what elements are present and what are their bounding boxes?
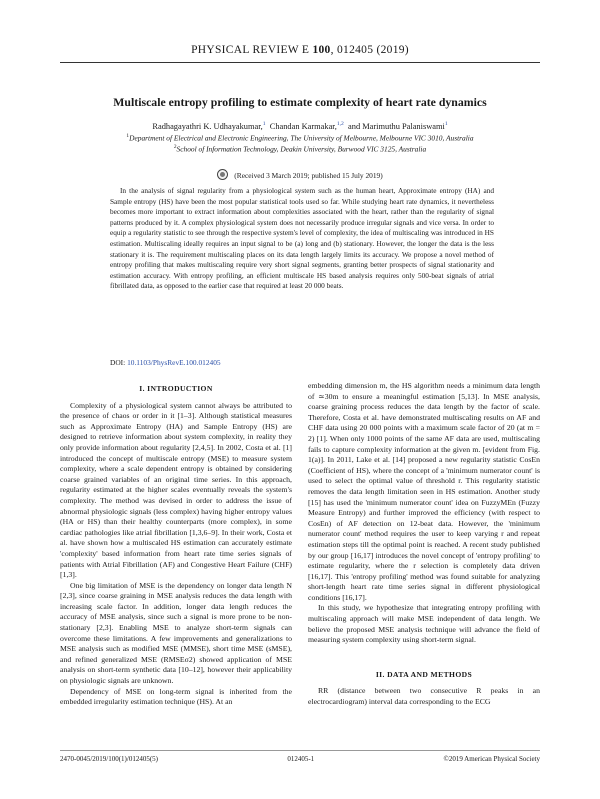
section-heading-methods: II. DATA AND METHODS bbox=[375, 669, 473, 679]
received-dates bbox=[60, 169, 540, 180]
footer-divider bbox=[60, 750, 540, 751]
doi-label: DOI: bbox=[110, 358, 126, 367]
article-number: 012405 bbox=[336, 44, 374, 56]
author-list bbox=[60, 121, 540, 131]
body-paragraph: RR (distance between two consecutive R peaks in an electrocardiogram) interval data corresponding to the ECG bbox=[308, 686, 540, 707]
abstract: In the analysis of signal regularity from a physiological system such as the human heart, Approximate entropy (HA) and Sample entropy (HS) have been the most popular statistical tools used so far. While studying heart rate dynamics, it nevertheless becomes more important to extract information about complexities associated with the heart, rather than the regularity of signal patterns produced by it. A complex physiological system does not necessarily produce irregular signals and vice versa. In order to equip a regularity statistic to see through the respective system's level of complexity, the idea of multiscaling was introduced in HS estimation. Multiscaling ideally requires an input signal to be (a) long and (b) stationary. However, the longer the data is the less stationary it is. The requirement multiscaling places on its data length largely limits its accuracy. We propose a novel method of entropy profiling that makes multiscaling require very short signal segments, granting better prospects of signal stationarity and estimation accuracy. With entropy profiling, an efficient multiscale HS based analysis requires only 500-beat signals of atrial fibrillated data, as opposed to the earlier case that required at least 20 000 beats. bbox=[110, 186, 494, 291]
page-footer bbox=[60, 755, 540, 763]
body-paragraph: embedding dimension m, the HS algorithm needs a minimum data length of ≃30m to ensure a meaningful estimation [5,13]. In MSE analysis, coarse graining process reduces the data length by the factor of scale. Therefore, Costa et al. have demonstrated multiscaling results on AF and CHF data using 20 000 points with a maximum scale factor of 20 (at m = 2) [1]. When only 1000 points of the same AF data are used, multiscaling fails to capture complexity information at the given m. [evident from Fig. 1(a)]. In 2011, Lake et al. [14] proposed a new regularity statistic CosEn (Coefficient of HS), where the concept of a 'minimum numerator count' is used to select the optimal value of threshold r. This regularity statistic removes the data length limitation seen in HS estimation. Another study [15] has used the 'minimum numerator count' idea on FuzzyMEn (Fuzzy Measure Entropy) and further improved the efficiency (with respect to CosEn) of AF detection on 12-beat data. However, the 'minimum numerator count' method requires the user to keep varying r and repeat estimation steps till the optimal point is reached. A recent study published by our group [16,17] introduces the novel concept of 'entropy profiling' to estimate regularity, where the r selection is completely data driven [16,17]. This 'entropy profiling' method was found suitable for analyzing short-length heart rate time series signal in different physiological conditions [16,17]. bbox=[308, 381, 540, 602]
author-affiliation-mark[interactable]: 1 bbox=[444, 121, 448, 127]
footer-copyright: ©2019 American Physical Society bbox=[443, 755, 540, 763]
doi-line bbox=[110, 358, 221, 367]
body-paragraph: One big limitation of MSE is the dependency on longer data length N [2,3], since coarse graining in MSE analysis reduces the data length with increasing scale factor. In addition, longer data length reduces the accuracy of MSE analysis, since such a signal is more prone to be non-stationary [2,3]. Enabling MSE to analyze short-term signals can overcome these limitations. A few improvements and generalizations to MSE analysis such as modified MSE (MMSE), short time MSE (sMSE), and refined generalized MSE (RMSEσ2) showed application of MSE analysis on short-term synthetic data [10–12], however their applicability on physiologic signals are unknown. bbox=[60, 580, 292, 686]
section-heading-introduction: I. INTRODUCTION bbox=[139, 384, 213, 393]
crossmark-icon[interactable] bbox=[217, 169, 228, 180]
doi-link[interactable]: 10.1103/PhysRevE.100.012405 bbox=[127, 358, 221, 367]
journal-year: (2019) bbox=[376, 44, 409, 56]
body-paragraph: Dependency of MSE on long-term signal is inherited from the embedded irregularity estimation technique (HS). At an bbox=[60, 686, 292, 707]
body-paragraph: Complexity of a physiological system cannot always be attributed to the presence of chaos or order in it [1–3]. Although statistical measures such as Approximate Entropy (HA) and Sample Entropy (HS) are designed to retrieve information about system complexity, in reality they only provide information about regularity [2,4,5]. In 2002, Costa et al. [1] introduced the concept of multiscale entropy (MSE) to measure system complexity, where a scale dependent entropy is obtained by considering coarse grained variables of an original time series. In this approach, regularity estimated at the higher scales eventually reveals the system's complexity. The method was devised in order to address the issue of abnormal physiologic signals (less complex) having higher entropy values (HA or HS) than their healthy counterparts (more complex), in some cardiac pathologies like atrial fibrillation [1,3,6–9]. In their work, Costa et al. have shown how a multiscaled HS estimation can accurately estimate 'complexity' based information from heart rate time series signals of patients with Atrial Fibrillation (AF) and Congestive Heart Failure (CHF) [1,3]. bbox=[60, 400, 292, 580]
author-name: Radhagayathri K. Udhayakumar, bbox=[152, 121, 263, 131]
affiliation-number: 1 bbox=[126, 133, 130, 139]
affiliation-number: 2 bbox=[173, 144, 177, 150]
right-column bbox=[308, 381, 540, 708]
body-paragraph: In this study, we hypothesize that integrating entropy profiling with multiscaling approach will make MSE independent of data length. We believe the proposed MSE analysis technique will advance the field of measuring system complexity using short-term signal. bbox=[308, 603, 540, 645]
author-name: and Marimuthu Palaniswami bbox=[348, 121, 445, 131]
left-column bbox=[60, 384, 292, 708]
paper-title: Multiscale entropy profiling to estimate complexity of heart rate dynamics bbox=[113, 95, 487, 109]
footer-issn: 2470-0045/2019/100(1)/012405(5) bbox=[60, 755, 158, 763]
affiliation-text: Department of Electrical and Electronic Engineering, The University of Melbourne, Melbourne VIC 3010, Australia bbox=[129, 133, 474, 143]
journal-header: PHYSICAL REVIEW E 100, 012405 (2019) bbox=[191, 44, 409, 56]
footer-page-number: 012405-1 bbox=[287, 755, 315, 763]
journal-name: PHYSICAL REVIEW E bbox=[191, 44, 310, 56]
affiliation bbox=[60, 144, 540, 153]
header-divider bbox=[60, 62, 540, 63]
received-text: (Received 3 March 2019; published 15 July 2019) bbox=[234, 171, 383, 180]
author-affiliation-mark[interactable]: 1,2 bbox=[336, 121, 344, 127]
author-name: Chandan Karmakar, bbox=[269, 121, 337, 131]
journal-volume: 100 bbox=[312, 44, 331, 56]
author-affiliation-mark[interactable]: 1 bbox=[262, 121, 266, 127]
affiliation-text: School of Information Technology, Deakin University, Burwood VIC 3125, Australia bbox=[176, 144, 427, 154]
affiliation bbox=[60, 133, 540, 142]
